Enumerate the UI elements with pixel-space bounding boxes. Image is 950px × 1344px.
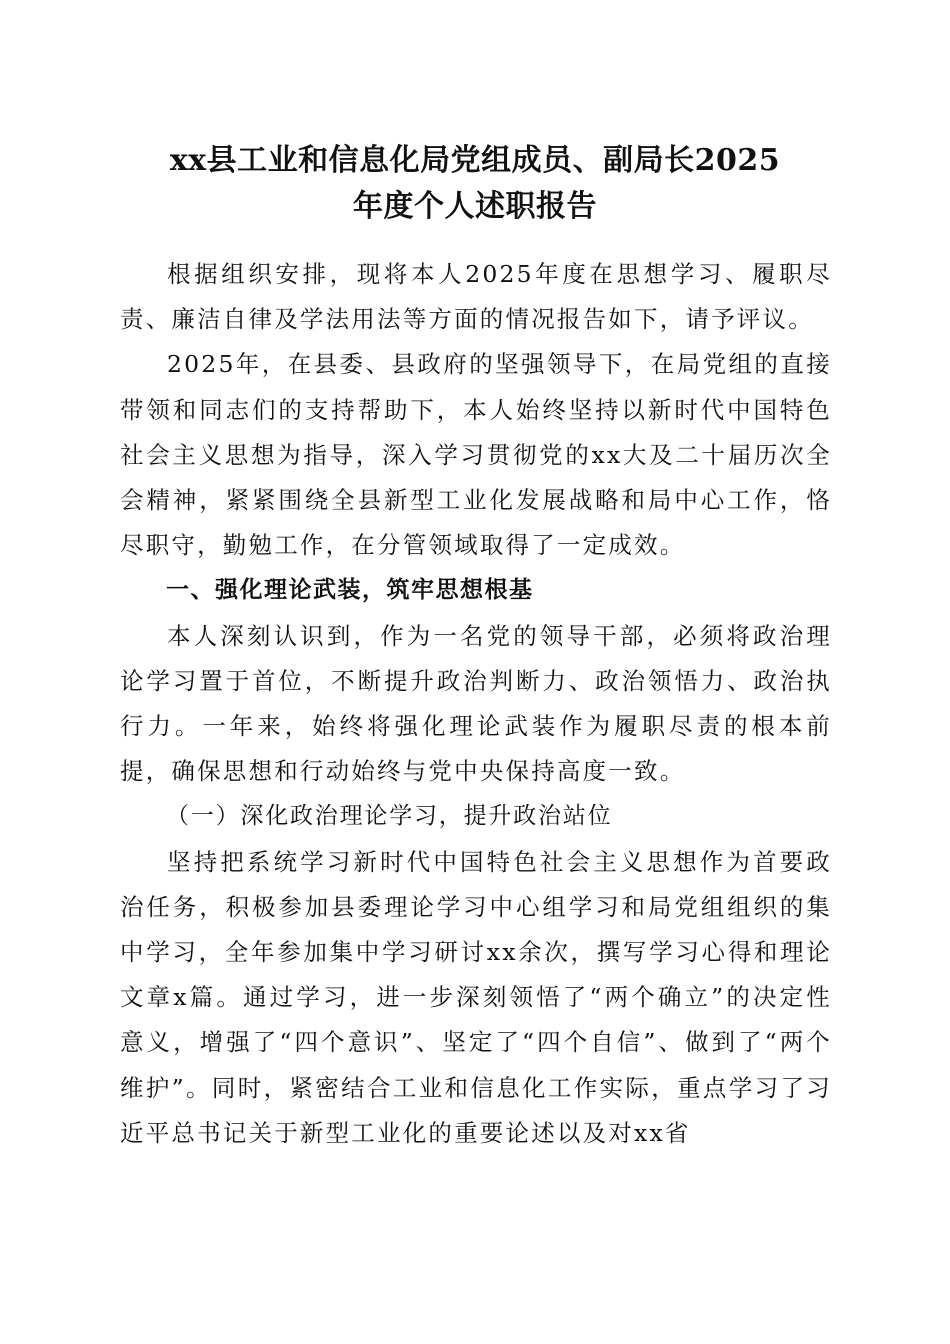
document-body (120, 252, 832, 1156)
paragraph-overview: 2025年，在县委、县政府的坚强领导下，在局党组的直接带领和同志们的支持帮助下，本人始终坚持以新时代中国特色社会主义思想为指导，深入学习贯彻党的xx大及二十届历次全会精神，紧紧围绕全县新型工业化发展战略和局中心工作，恪尽职守，勤勉工作，在分管领域取得了一定成效。 (120, 350, 832, 560)
document-title (110, 138, 840, 230)
paragraph-subsection-1: 坚持把系统学习新时代中国特色社会主义思想作为首要政治任务，积极参加县委理论学习中心组学习和局党组组织的集中学习，全年参加集中学习研讨xx余次，撰写学习心得和理论文章x篇。通过学习，进一步深刻领悟了“两个确立”的决定性意义，增强了“四个意识”、坚定了“四个自信”、做到了“两个维护”。同时，紧密结合工业和信息化工作实际，重点学习了习近平总书记关于新型工业化的重要论述以及对xx省 (120, 847, 832, 1147)
title-line-2: 年度个人述职报告 (353, 189, 597, 224)
section-heading-1: 一、强化理论武装，筑牢思想根基 (166, 577, 534, 604)
paragraph-intro: 根据组织安排，现将本人2025年度在思想学习、履职尽责、廉洁自律及学法用法等方面的情况报告如下，请予评议。 (120, 260, 832, 334)
paragraph-section-1: 本人深刻认识到，作为一名党的领导干部，必须将政治理论学习置于首位，不断提升政治判断力、政治领悟力、政治执行力。一年来，始终将强化理论武装作为履职尽责的根本前提，确保思想和行动始终与党中央保持高度一致。 (120, 621, 832, 786)
title-line-1: xx县工业和信息化局党组成员、副局长2025 (169, 143, 781, 178)
subsection-heading-1: （一）深化政治理论学习，提升政治站位 (166, 803, 613, 830)
